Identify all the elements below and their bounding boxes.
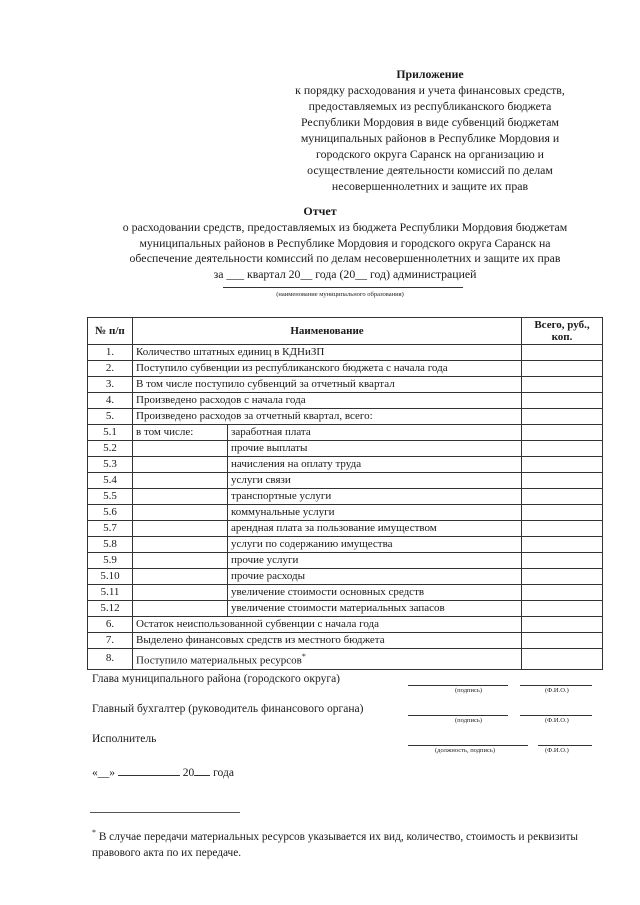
- row-total-cell[interactable]: [522, 393, 603, 409]
- row-total-cell[interactable]: [522, 425, 603, 441]
- report-line: обеспечение деятельности комиссий по делам несовершеннолетних и защите их прав: [129, 251, 561, 265]
- row-total-cell[interactable]: [522, 601, 603, 617]
- row-total-cell[interactable]: [522, 553, 603, 569]
- report-line: о расходовании средств, предоставляемых из бюджета Республики Мордовия бюджетам: [122, 220, 568, 234]
- table-row: [88, 377, 603, 393]
- sub-empty: [133, 553, 228, 569]
- table-row: [88, 617, 603, 633]
- table-row: [88, 473, 603, 489]
- row-name: заработная плата: [228, 425, 522, 441]
- row-name: начисления на оплату труда: [228, 457, 522, 473]
- table-row: [88, 537, 603, 553]
- row-name: Остаток неиспользованной субвенции с начала года: [133, 617, 522, 633]
- sub-empty: [133, 489, 228, 505]
- sub-empty: [133, 505, 228, 521]
- row-total-cell[interactable]: [522, 569, 603, 585]
- footnote-mark: *: [92, 828, 96, 837]
- row-num: 5.5: [88, 489, 133, 505]
- signature-caption: (должность, подпись): [435, 747, 496, 754]
- table-row: [88, 345, 603, 361]
- row-name: Произведено расходов с начала года: [133, 393, 522, 409]
- row-num: 5.8: [88, 537, 133, 553]
- appendix-line: Республики Мордовия в виде субвенций бюджетам: [301, 115, 559, 129]
- report-line: муниципальных районов в Республике Мордовия и городского округа Саранск на: [139, 235, 551, 250]
- row-total-cell[interactable]: [522, 633, 603, 649]
- row-num: 5.10: [88, 569, 133, 585]
- org-name-line[interactable]: [223, 287, 463, 288]
- table-row: [88, 441, 603, 457]
- row-num: 1.: [88, 345, 133, 361]
- table-row: [88, 649, 603, 670]
- date-year-line[interactable]: [194, 764, 210, 776]
- signature-executor-label: Исполнитель: [92, 733, 157, 745]
- table-header-row: [88, 318, 603, 345]
- row-name: Количество штатных единиц в КДНиЗП: [133, 345, 522, 361]
- row-total-cell[interactable]: [522, 537, 603, 553]
- table-row: [88, 633, 603, 649]
- date-mid: 20: [182, 767, 195, 779]
- row-num: 5.4: [88, 473, 133, 489]
- signature-accountant-sign-line[interactable]: [408, 715, 508, 716]
- sub-empty: [133, 569, 228, 585]
- row-total-cell[interactable]: [522, 345, 603, 361]
- row-num: 8.: [88, 649, 133, 670]
- signature-caption: (подпись): [455, 717, 482, 724]
- row-num: 5.7: [88, 521, 133, 537]
- table-row: [88, 361, 603, 377]
- row-name: увеличение стоимости материальных запасов: [228, 601, 522, 617]
- row-total-cell[interactable]: [522, 457, 603, 473]
- table-row: [88, 585, 603, 601]
- appendix-line: городского округа Саранск на организацию и: [316, 147, 544, 161]
- signature-accountant-fio-line[interactable]: [520, 715, 592, 716]
- row-total-cell[interactable]: [522, 377, 603, 393]
- row-num: 5.3: [88, 457, 133, 473]
- row-num: 4.: [88, 393, 133, 409]
- date-prefix: «__»: [92, 767, 118, 779]
- signature-accountant-label: Главный бухгалтер (руководитель финансового органа): [92, 703, 364, 715]
- sub-empty: [133, 441, 228, 457]
- row-num: 5.12: [88, 601, 133, 617]
- signature-executor-sign-line[interactable]: [408, 745, 528, 746]
- report-title: Отчет: [303, 204, 337, 218]
- signature-head-label: Глава муниципального района (городского округа): [92, 673, 341, 685]
- row-total-cell[interactable]: [522, 617, 603, 633]
- table-row: [88, 553, 603, 569]
- report-table: [87, 317, 603, 670]
- appendix-line: несовершеннолетних и защите их прав: [331, 179, 529, 193]
- appendix-line: к порядку расходования и учета финансовых средств,: [295, 83, 565, 97]
- row-name-cell: [133, 649, 522, 670]
- signature-caption: (Ф.И.О.): [545, 687, 569, 694]
- sub-empty: [133, 601, 228, 617]
- footnote-text: В случае передачи материальных ресурсов указывается их вид, количество, стоимость и реквизиты правового акта по их передаче.: [92, 830, 578, 859]
- table-row: [88, 601, 603, 617]
- date-block: [92, 764, 234, 779]
- row-num: 2.: [88, 361, 133, 377]
- sub-empty: [133, 585, 228, 601]
- row-num: 3.: [88, 377, 133, 393]
- row-name: Выделено финансовых средств из местного бюджета: [133, 633, 522, 649]
- row-name: коммунальные услуги: [228, 505, 522, 521]
- signature-head-fio-line[interactable]: [520, 685, 592, 686]
- row-name: увеличение стоимости основных средств: [228, 585, 522, 601]
- row-total-cell[interactable]: [522, 489, 603, 505]
- signature-caption: (подпись): [455, 687, 482, 694]
- header-total: Всего, руб., коп.: [522, 318, 603, 345]
- row-total-cell[interactable]: [522, 473, 603, 489]
- footnote-mark: *: [301, 652, 306, 661]
- row-num: 6.: [88, 617, 133, 633]
- row-total-cell[interactable]: [522, 505, 603, 521]
- date-suffix: года: [213, 767, 234, 779]
- row-name: прочие услуги: [228, 553, 522, 569]
- row-name: прочие расходы: [228, 569, 522, 585]
- table-row: [88, 521, 603, 537]
- table-row: [88, 457, 603, 473]
- sub-empty: [133, 473, 228, 489]
- row-name: арендная плата за пользование имуществом: [228, 521, 522, 537]
- table-row: [88, 393, 603, 409]
- sub-label: в том числе:: [133, 425, 228, 441]
- row-total-cell[interactable]: [522, 521, 603, 537]
- header-num: № п/п: [88, 318, 133, 345]
- table-row: [88, 505, 603, 521]
- row-name: В том числе поступило субвенций за отчетный квартал: [133, 377, 522, 393]
- header-name: Наименование: [133, 318, 522, 345]
- appendix-line: осуществление деятельности комиссий по делам: [307, 163, 553, 177]
- signature-caption: (Ф.И.О.): [545, 747, 569, 754]
- footnote: [92, 825, 597, 861]
- report-description: [95, 220, 595, 282]
- row-num: 5.9: [88, 553, 133, 569]
- sub-empty: [133, 537, 228, 553]
- row-num: 5.: [88, 409, 133, 425]
- report-line: за ___ квартал 20__ года (20__ год) администрацией: [213, 266, 477, 281]
- row-name: Поступило материальных ресурсов: [136, 654, 302, 667]
- sub-empty: [133, 521, 228, 537]
- row-total-cell[interactable]: [522, 585, 603, 601]
- row-total-cell[interactable]: [522, 441, 603, 457]
- row-name: Произведено расходов за отчетный квартал, всего:: [133, 409, 522, 425]
- row-total-cell[interactable]: [522, 649, 603, 670]
- row-num: 5.11: [88, 585, 133, 601]
- appendix-block: [268, 66, 592, 194]
- row-total-cell[interactable]: [522, 361, 603, 377]
- table-row: [88, 489, 603, 505]
- signature-head-sign-line[interactable]: [408, 685, 508, 686]
- row-num: 5.6: [88, 505, 133, 521]
- row-name: услуги по содержанию имущества: [228, 537, 522, 553]
- appendix-line: муниципальных районов в Республике Мордовия и: [300, 131, 560, 145]
- org-name-caption: (наименование муниципального образования): [276, 291, 404, 298]
- row-name: транспортные услуги: [228, 489, 522, 505]
- sub-empty: [133, 457, 228, 473]
- table-row: [88, 569, 603, 585]
- signature-caption: (Ф.И.О.): [545, 717, 569, 724]
- row-name: услуги связи: [228, 473, 522, 489]
- row-name: Поступило субвенции из республиканского бюджета с начала года: [133, 361, 522, 377]
- signature-executor-fio-line[interactable]: [538, 745, 592, 746]
- date-month-line[interactable]: [118, 764, 180, 776]
- row-num: 5.1: [88, 425, 133, 441]
- table-row: [88, 425, 603, 441]
- row-name: прочие выплаты: [228, 441, 522, 457]
- table-row: [88, 409, 603, 425]
- appendix-title: Приложение: [396, 67, 464, 81]
- footnote-divider: [90, 812, 240, 813]
- appendix-line: предоставляемых из республиканского бюджета: [308, 99, 552, 113]
- row-num: 7.: [88, 633, 133, 649]
- row-num: 5.2: [88, 441, 133, 457]
- row-total-cell[interactable]: [522, 409, 603, 425]
